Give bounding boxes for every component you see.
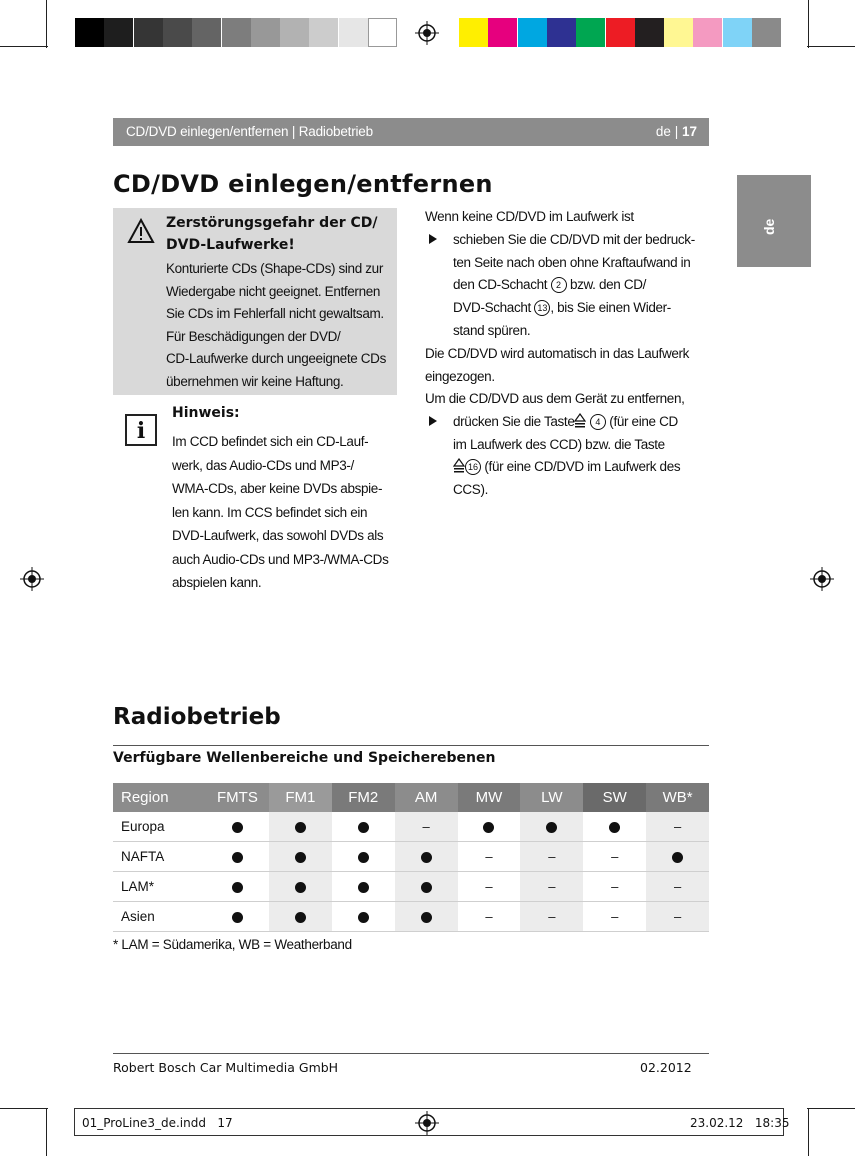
available-dot-icon: [269, 872, 332, 902]
crop-mark: [46, 1108, 47, 1156]
footer-divider: [113, 1053, 709, 1054]
column-header: WB*: [646, 783, 709, 812]
gray-swatch: [251, 18, 280, 47]
crop-mark: [808, 0, 809, 48]
unavailable-dash: –: [646, 902, 709, 932]
info-icon: i: [125, 414, 157, 446]
callout-number: 4: [590, 414, 606, 430]
column-header: Region: [113, 783, 206, 812]
note-text: Im CCD befindet sich ein CD-Lauf- werk, das Audio-CDs und MP3-/ WMA-CDs, aber keine DVDs abspie- len kann. Im CCS befindet sich ein DVD-Laufwerk, das sowohl DVDs als auch Audio-CDs und MP3-/WMA-CDs abspielen kann.: [172, 434, 389, 590]
gray-swatch: [163, 18, 192, 47]
bullet-arrow-icon: [429, 416, 437, 426]
slug-timestamp: 23.02.12 18:35: [690, 1116, 790, 1130]
unavailable-dash: –: [583, 842, 646, 872]
column-header: MW: [458, 783, 521, 812]
available-dot-icon: [269, 902, 332, 932]
available-dot-icon: [206, 812, 269, 842]
available-dot-icon: [206, 902, 269, 932]
color-swatch: [664, 18, 693, 47]
table-row: [113, 872, 709, 902]
unavailable-dash: –: [458, 842, 521, 872]
available-dot-icon: [332, 812, 395, 842]
table-row: [113, 812, 709, 842]
section-title: CD/DVD einlegen/entfernen | Radiobetrieb: [126, 124, 373, 139]
available-dot-icon: [332, 842, 395, 872]
available-dot-icon: [206, 842, 269, 872]
unavailable-dash: –: [583, 902, 646, 932]
unavailable-dash: –: [520, 902, 583, 932]
table-row: [113, 902, 709, 932]
available-dot-icon: [269, 812, 332, 842]
crop-mark: [46, 0, 47, 48]
region-cell: LAM*: [113, 872, 206, 902]
unavailable-dash: –: [395, 812, 458, 842]
page-title: CD/DVD einlegen/entfernen: [113, 170, 493, 198]
column-header: FM2: [332, 783, 395, 812]
color-swatch: [547, 18, 576, 47]
crop-mark: [808, 1108, 809, 1156]
callout-number: 13: [534, 300, 550, 316]
warning-text: Konturierte CDs (Shape-CDs) sind zur Wiedergabe nicht geeignet. Entfernen Sie CDs im Fehlerfall nicht gewaltsam. Für Beschädigungen der DVD/ CD-Laufwerke durch ungeeignete CDs übernehmen wir keine Haftung.: [166, 261, 386, 389]
table-header-row: [113, 783, 709, 812]
registration-mark-icon: [20, 567, 44, 591]
gray-swatch: [192, 18, 221, 47]
available-dot-icon: [206, 872, 269, 902]
color-swatch: [723, 18, 752, 47]
available-dot-icon: [646, 842, 709, 872]
eject-icon: [453, 458, 465, 474]
registration-mark-icon: [415, 21, 439, 45]
color-swatch: [752, 18, 781, 47]
available-dot-icon: [583, 812, 646, 842]
divider: [113, 745, 709, 746]
footer-date: 02.2012: [640, 1060, 692, 1075]
page-number: de | 17: [655, 124, 697, 139]
available-dot-icon: [332, 872, 395, 902]
gray-swatch: [339, 18, 368, 47]
crop-mark: [0, 46, 48, 47]
body-paragraph: Die CD/DVD wird automatisch in das Laufwerk eingezogen. Um die CD/DVD aus dem Gerät zu entfernen,: [425, 346, 690, 407]
available-dot-icon: [395, 902, 458, 932]
available-dot-icon: [395, 842, 458, 872]
warning-title: Zerstörungsgefahr der CD/ DVD-Laufwerke!: [166, 215, 378, 253]
unavailable-dash: –: [646, 812, 709, 842]
unavailable-dash: –: [520, 842, 583, 872]
slug-filename: 01_ProLine3_de.indd 17: [82, 1116, 233, 1130]
footer-company: Robert Bosch Car Multimedia GmbH: [113, 1060, 339, 1075]
available-dot-icon: [520, 812, 583, 842]
unavailable-dash: –: [458, 902, 521, 932]
callout-number: 16: [465, 459, 481, 475]
available-dot-icon: [458, 812, 521, 842]
color-swatch: [459, 18, 488, 47]
footnote: * LAM = Südamerika, WB = Weatherband: [113, 937, 352, 952]
region-cell: Asien: [113, 902, 206, 932]
bullet-arrow-icon: [429, 234, 437, 244]
note-title: Hinweis:: [172, 405, 240, 421]
color-swatch: [635, 18, 664, 47]
bands-table: [113, 783, 709, 932]
callout-number: 2: [551, 277, 567, 293]
intro-text: Wenn keine CD/DVD im Laufwerk ist: [425, 209, 634, 224]
unavailable-dash: –: [583, 872, 646, 902]
column-header: SW: [583, 783, 646, 812]
gray-swatch: [309, 18, 338, 47]
gray-swatch: [280, 18, 309, 47]
gray-swatch: [368, 18, 397, 47]
crop-mark: [0, 1108, 48, 1109]
region-cell: Europa: [113, 812, 206, 842]
registration-mark-icon: [810, 567, 834, 591]
available-dot-icon: [269, 842, 332, 872]
column-header: AM: [395, 783, 458, 812]
unavailable-dash: –: [520, 872, 583, 902]
color-swatch: [576, 18, 605, 47]
table-row: [113, 842, 709, 872]
page-header-bar: [113, 118, 709, 146]
color-swatch: [488, 18, 517, 47]
available-dot-icon: [395, 872, 458, 902]
unavailable-dash: –: [646, 872, 709, 902]
crop-mark: [807, 1108, 855, 1109]
region-cell: NAFTA: [113, 842, 206, 872]
color-swatch: [518, 18, 547, 47]
gray-swatch: [104, 18, 133, 47]
gray-swatch: [75, 18, 104, 47]
gray-swatch: [222, 18, 251, 47]
section-heading: Radiobetrieb: [113, 704, 281, 730]
available-dot-icon: [332, 902, 395, 932]
color-swatch: [606, 18, 635, 47]
table-heading: Verfügbare Wellenbereiche und Speicherebenen: [113, 750, 496, 766]
gray-swatch: [134, 18, 163, 47]
warning-icon: [127, 218, 155, 244]
eject-icon: [574, 413, 586, 429]
column-header: LW: [520, 783, 583, 812]
language-tab-label: de: [761, 218, 777, 235]
column-header: FM1: [269, 783, 332, 812]
unavailable-dash: –: [458, 872, 521, 902]
column-header: FMTS: [206, 783, 269, 812]
color-swatch: [693, 18, 722, 47]
warning-box: [113, 208, 397, 395]
language-tab: [737, 175, 811, 267]
crop-mark: [807, 46, 855, 47]
